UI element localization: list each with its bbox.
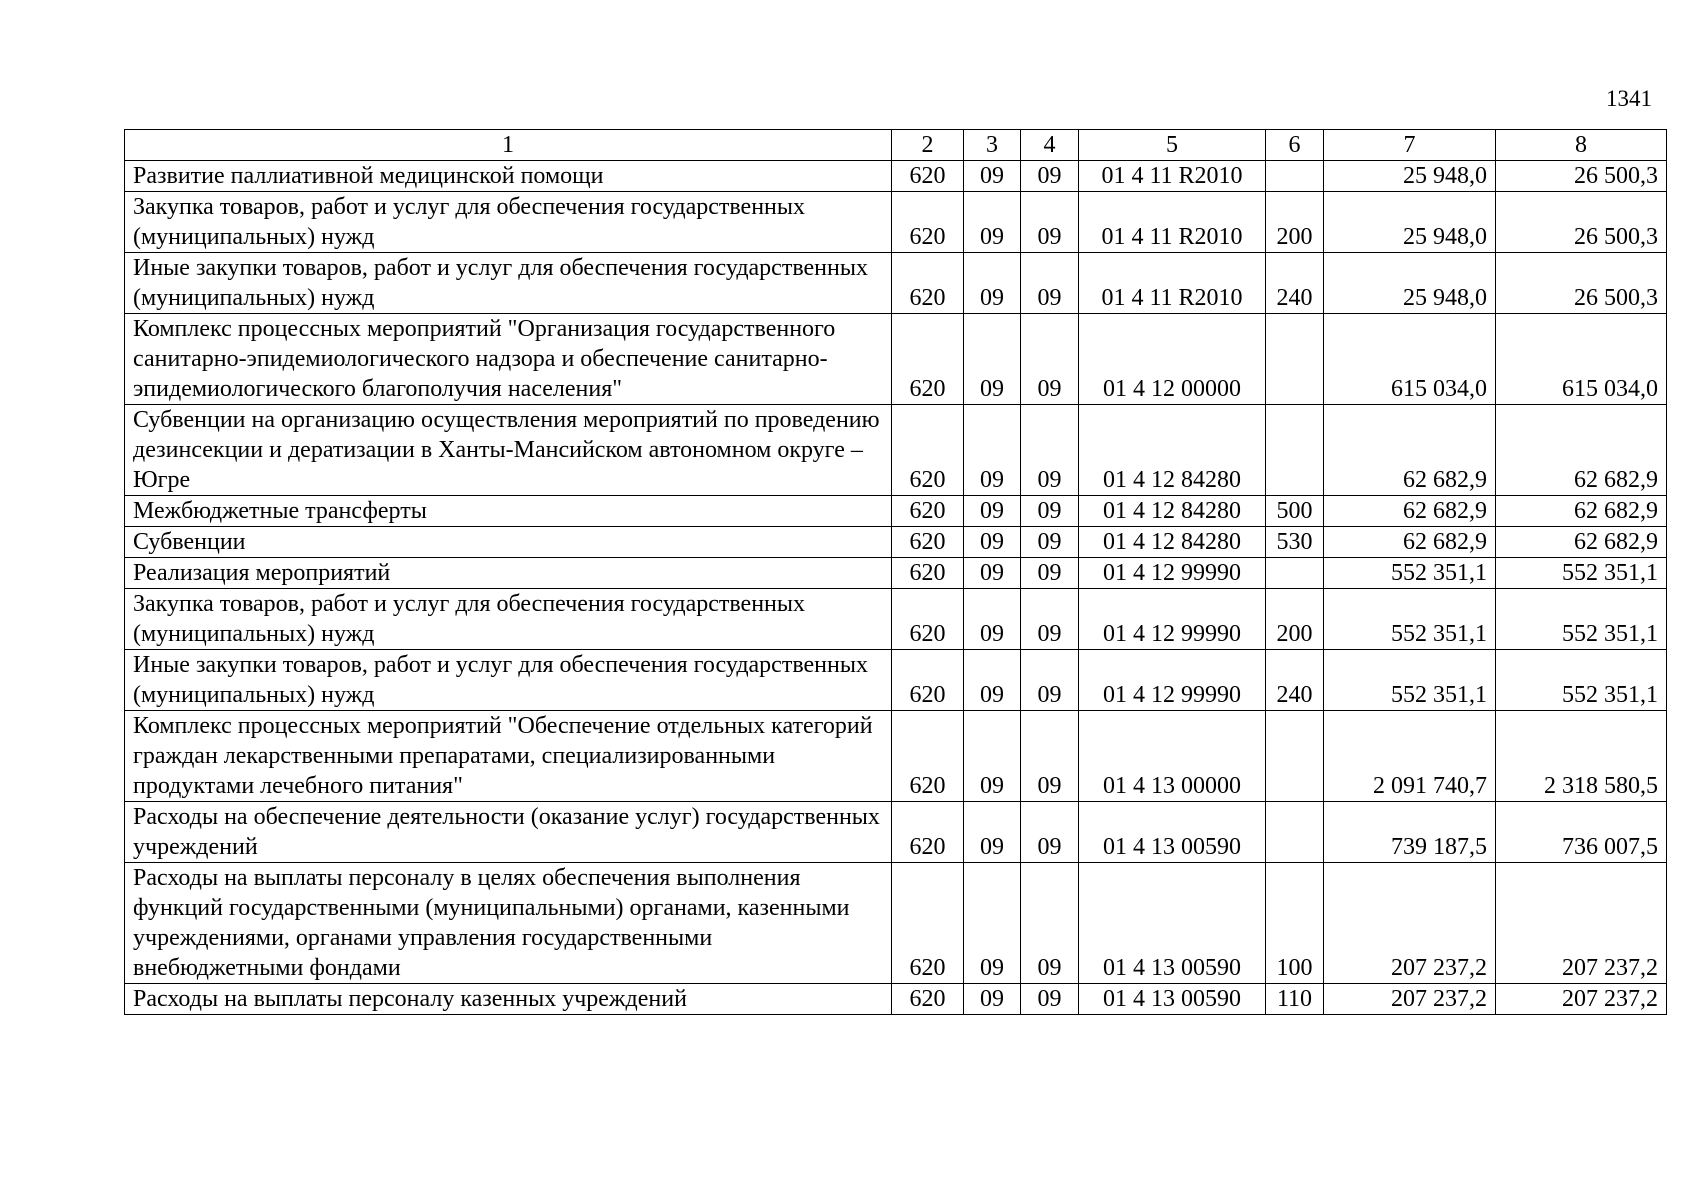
table-header-row xyxy=(125,130,1667,161)
cell-target-article: 01 4 11 R2010 xyxy=(1079,192,1266,253)
header-cell-8: 8 xyxy=(1496,130,1667,161)
cell-amount-year-2: 615 034,0 xyxy=(1496,314,1667,405)
cell-expense-type: 110 xyxy=(1266,984,1324,1015)
cell-code-admin: 620 xyxy=(892,161,964,192)
cell-name: Расходы на выплаты персоналу в целях обеспечения выполнения функций государственными (муниципальными) органами, казенными учреждениями, органами управления государственными внебюджетными фондами xyxy=(125,863,892,984)
cell-expense-type xyxy=(1266,314,1324,405)
cell-code-admin: 620 xyxy=(892,589,964,650)
cell-amount-year-1: 739 187,5 xyxy=(1324,802,1496,863)
cell-target-article: 01 4 12 84280 xyxy=(1079,527,1266,558)
cell-subsection: 09 xyxy=(1021,161,1079,192)
cell-subsection: 09 xyxy=(1021,558,1079,589)
cell-amount-year-2: 2 318 580,5 xyxy=(1496,711,1667,802)
cell-amount-year-1: 615 034,0 xyxy=(1324,314,1496,405)
cell-subsection: 09 xyxy=(1021,314,1079,405)
cell-amount-year-2: 26 500,3 xyxy=(1496,192,1667,253)
cell-subsection: 09 xyxy=(1021,863,1079,984)
table-row xyxy=(125,161,1667,192)
cell-name: Иные закупки товаров, работ и услуг для обеспечения государственных (муниципальных) нужд xyxy=(125,650,892,711)
cell-expense-type xyxy=(1266,161,1324,192)
cell-amount-year-2: 62 682,9 xyxy=(1496,405,1667,496)
cell-subsection: 09 xyxy=(1021,405,1079,496)
table-row xyxy=(125,558,1667,589)
cell-target-article: 01 4 13 00590 xyxy=(1079,863,1266,984)
cell-name: Закупка товаров, работ и услуг для обеспечения государственных (муниципальных) нужд xyxy=(125,192,892,253)
cell-code-admin: 620 xyxy=(892,711,964,802)
cell-expense-type xyxy=(1266,558,1324,589)
cell-name: Комплекс процессных мероприятий "Обеспечение отдельных категорий граждан лекарственными препаратами, специализированными продуктами лечебного питания" xyxy=(125,711,892,802)
cell-section: 09 xyxy=(964,161,1021,192)
budget-table-body xyxy=(125,130,1667,1015)
cell-amount-year-2: 207 237,2 xyxy=(1496,984,1667,1015)
cell-subsection: 09 xyxy=(1021,527,1079,558)
page-number: 1341 xyxy=(1606,86,1652,111)
cell-target-article: 01 4 11 R2010 xyxy=(1079,161,1266,192)
cell-section: 09 xyxy=(964,558,1021,589)
cell-subsection: 09 xyxy=(1021,496,1079,527)
header-cell-2: 2 xyxy=(892,130,964,161)
cell-section: 09 xyxy=(964,650,1021,711)
table-row xyxy=(125,650,1667,711)
cell-code-admin: 620 xyxy=(892,802,964,863)
cell-amount-year-2: 736 007,5 xyxy=(1496,802,1667,863)
cell-expense-type xyxy=(1266,405,1324,496)
cell-subsection: 09 xyxy=(1021,802,1079,863)
cell-code-admin: 620 xyxy=(892,192,964,253)
cell-subsection: 09 xyxy=(1021,711,1079,802)
cell-amount-year-1: 552 351,1 xyxy=(1324,589,1496,650)
cell-code-admin: 620 xyxy=(892,558,964,589)
header-cell-3: 3 xyxy=(964,130,1021,161)
cell-target-article: 01 4 12 99990 xyxy=(1079,589,1266,650)
cell-name: Расходы на выплаты персоналу казенных учреждений xyxy=(125,984,892,1015)
header-cell-4: 4 xyxy=(1021,130,1079,161)
cell-amount-year-2: 62 682,9 xyxy=(1496,496,1667,527)
table-row xyxy=(125,496,1667,527)
table-row xyxy=(125,711,1667,802)
cell-code-admin: 620 xyxy=(892,496,964,527)
cell-subsection: 09 xyxy=(1021,984,1079,1015)
cell-amount-year-2: 552 351,1 xyxy=(1496,558,1667,589)
cell-code-admin: 620 xyxy=(892,984,964,1015)
cell-name: Расходы на обеспечение деятельности (оказание услуг) государственных учреждений xyxy=(125,802,892,863)
cell-subsection: 09 xyxy=(1021,253,1079,314)
table-row xyxy=(125,527,1667,558)
cell-amount-year-1: 62 682,9 xyxy=(1324,527,1496,558)
cell-expense-type xyxy=(1266,711,1324,802)
cell-name: Субвенции на организацию осуществления мероприятий по проведению дезинсекции и дератизации в Ханты-Мансийском автономном округе – Югре xyxy=(125,405,892,496)
cell-section: 09 xyxy=(964,405,1021,496)
cell-name: Комплекс процессных мероприятий "Организация государственного санитарно-эпидемиологического надзора и обеспечение санитарно-эпидемиологического благополучия населения" xyxy=(125,314,892,405)
cell-section: 09 xyxy=(964,863,1021,984)
cell-subsection: 09 xyxy=(1021,192,1079,253)
cell-name: Иные закупки товаров, работ и услуг для обеспечения государственных (муниципальных) нужд xyxy=(125,253,892,314)
cell-amount-year-1: 25 948,0 xyxy=(1324,161,1496,192)
cell-expense-type xyxy=(1266,802,1324,863)
table-row xyxy=(125,802,1667,863)
cell-amount-year-2: 552 351,1 xyxy=(1496,589,1667,650)
cell-target-article: 01 4 11 R2010 xyxy=(1079,253,1266,314)
cell-subsection: 09 xyxy=(1021,650,1079,711)
cell-name: Межбюджетные трансферты xyxy=(125,496,892,527)
cell-target-article: 01 4 12 84280 xyxy=(1079,405,1266,496)
cell-amount-year-1: 552 351,1 xyxy=(1324,558,1496,589)
cell-target-article: 01 4 12 00000 xyxy=(1079,314,1266,405)
cell-expense-type: 200 xyxy=(1266,192,1324,253)
cell-section: 09 xyxy=(964,589,1021,650)
cell-target-article: 01 4 13 00000 xyxy=(1079,711,1266,802)
cell-amount-year-1: 2 091 740,7 xyxy=(1324,711,1496,802)
table-row xyxy=(125,863,1667,984)
cell-section: 09 xyxy=(964,314,1021,405)
cell-amount-year-2: 26 500,3 xyxy=(1496,161,1667,192)
header-cell-1: 1 xyxy=(125,130,892,161)
cell-target-article: 01 4 13 00590 xyxy=(1079,984,1266,1015)
cell-expense-type: 530 xyxy=(1266,527,1324,558)
cell-subsection: 09 xyxy=(1021,589,1079,650)
table-row xyxy=(125,405,1667,496)
cell-code-admin: 620 xyxy=(892,650,964,711)
cell-amount-year-1: 207 237,2 xyxy=(1324,863,1496,984)
cell-section: 09 xyxy=(964,984,1021,1015)
cell-amount-year-2: 62 682,9 xyxy=(1496,527,1667,558)
cell-code-admin: 620 xyxy=(892,527,964,558)
cell-amount-year-1: 207 237,2 xyxy=(1324,984,1496,1015)
cell-section: 09 xyxy=(964,253,1021,314)
header-cell-6: 6 xyxy=(1266,130,1324,161)
cell-amount-year-1: 25 948,0 xyxy=(1324,192,1496,253)
cell-amount-year-2: 552 351,1 xyxy=(1496,650,1667,711)
cell-amount-year-1: 25 948,0 xyxy=(1324,253,1496,314)
table-row xyxy=(125,589,1667,650)
table-row xyxy=(125,253,1667,314)
cell-name: Развитие паллиативной медицинской помощи xyxy=(125,161,892,192)
cell-code-admin: 620 xyxy=(892,405,964,496)
budget-table xyxy=(124,129,1667,1015)
cell-code-admin: 620 xyxy=(892,863,964,984)
cell-amount-year-1: 62 682,9 xyxy=(1324,496,1496,527)
cell-expense-type: 240 xyxy=(1266,253,1324,314)
cell-expense-type: 100 xyxy=(1266,863,1324,984)
cell-name: Субвенции xyxy=(125,527,892,558)
cell-target-article: 01 4 12 99990 xyxy=(1079,558,1266,589)
cell-amount-year-1: 62 682,9 xyxy=(1324,405,1496,496)
table-row xyxy=(125,192,1667,253)
table-row xyxy=(125,984,1667,1015)
table-row xyxy=(125,314,1667,405)
cell-section: 09 xyxy=(964,496,1021,527)
cell-amount-year-1: 552 351,1 xyxy=(1324,650,1496,711)
cell-section: 09 xyxy=(964,527,1021,558)
cell-amount-year-2: 26 500,3 xyxy=(1496,253,1667,314)
cell-name: Закупка товаров, работ и услуг для обеспечения государственных (муниципальных) нужд xyxy=(125,589,892,650)
cell-target-article: 01 4 12 84280 xyxy=(1079,496,1266,527)
header-cell-7: 7 xyxy=(1324,130,1496,161)
cell-target-article: 01 4 12 99990 xyxy=(1079,650,1266,711)
header-cell-5: 5 xyxy=(1079,130,1266,161)
cell-target-article: 01 4 13 00590 xyxy=(1079,802,1266,863)
cell-code-admin: 620 xyxy=(892,314,964,405)
cell-section: 09 xyxy=(964,711,1021,802)
cell-expense-type: 200 xyxy=(1266,589,1324,650)
cell-expense-type: 500 xyxy=(1266,496,1324,527)
cell-name: Реализация мероприятий xyxy=(125,558,892,589)
cell-expense-type: 240 xyxy=(1266,650,1324,711)
cell-section: 09 xyxy=(964,192,1021,253)
cell-code-admin: 620 xyxy=(892,253,964,314)
cell-section: 09 xyxy=(964,802,1021,863)
cell-amount-year-2: 207 237,2 xyxy=(1496,863,1667,984)
